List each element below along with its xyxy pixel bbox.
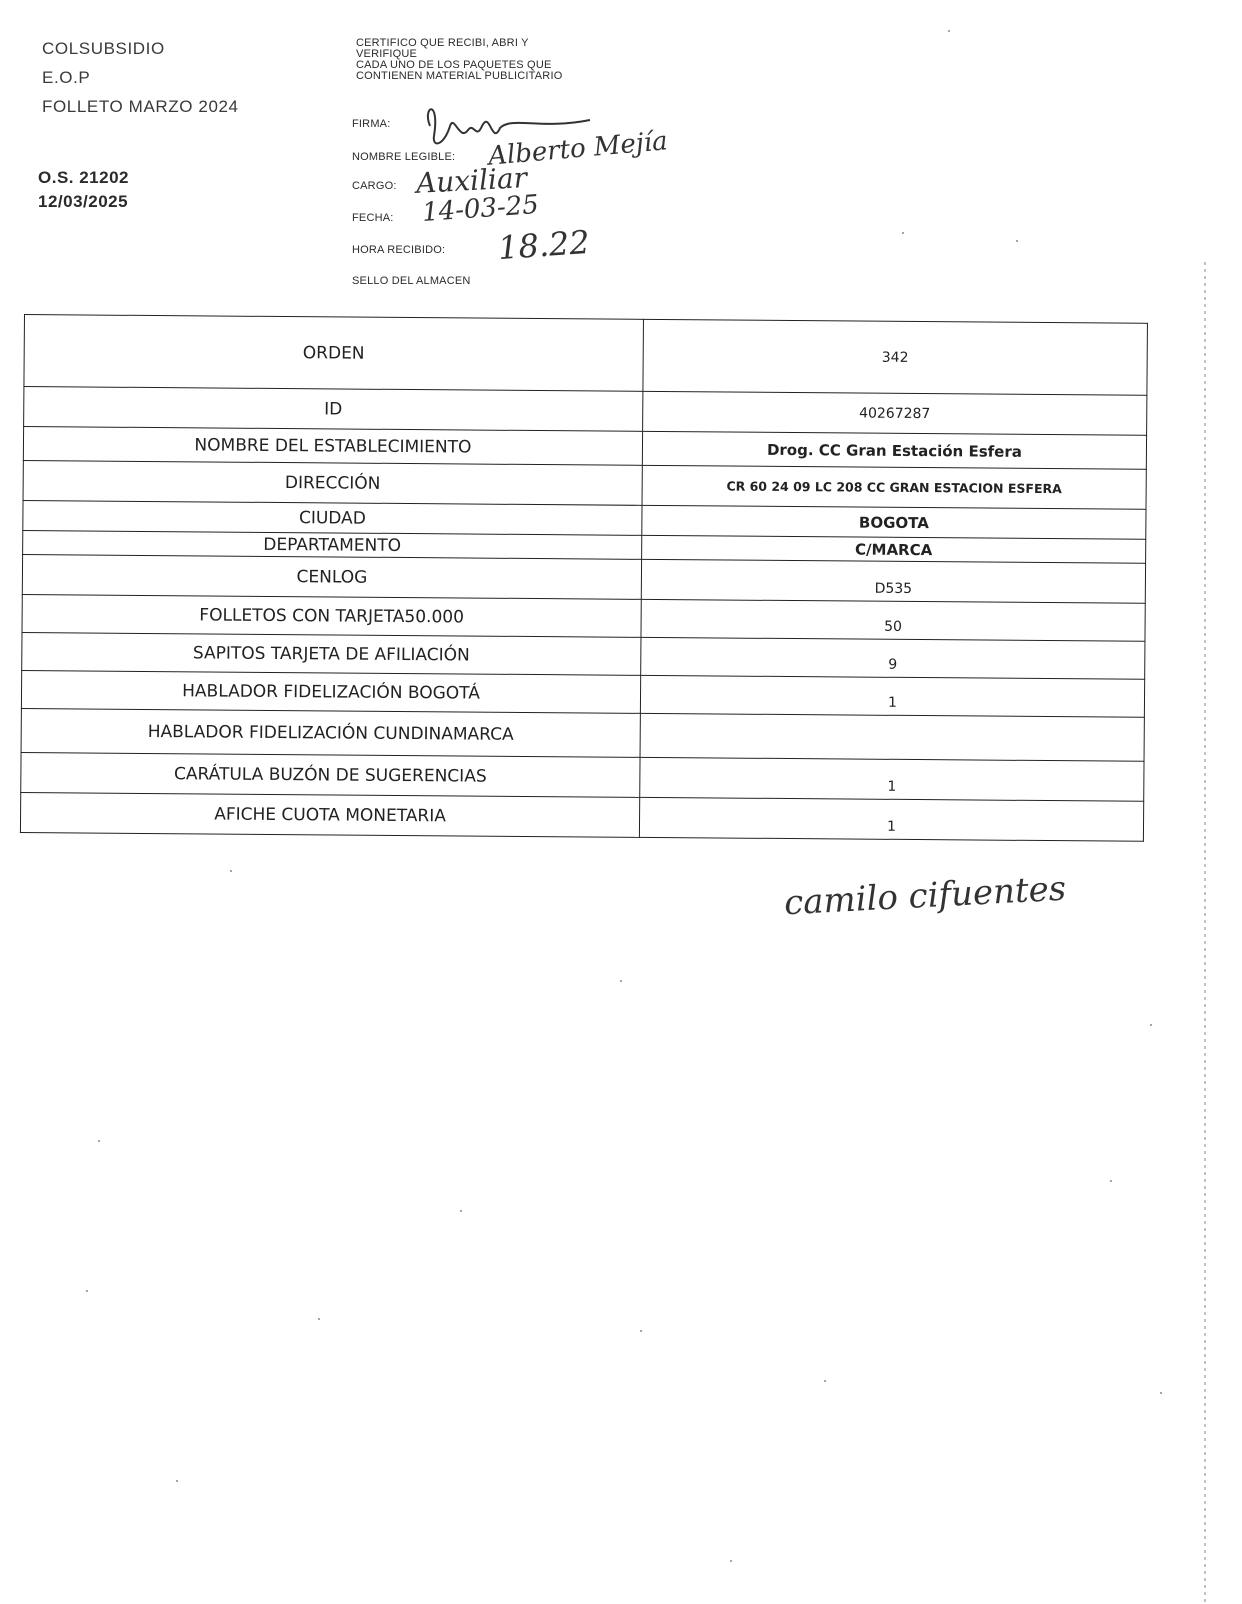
row-value: 1 — [640, 757, 1144, 801]
cert-line: VERIFIQUE — [356, 48, 418, 60]
sello-label: SELLO DEL ALMACEN — [352, 275, 471, 287]
row-label: NOMBRE DEL ESTABLECIMIENTO — [23, 427, 642, 466]
row-value: 1 — [640, 675, 1144, 717]
row-value: 1 — [639, 797, 1143, 841]
hora-label: HORA RECIBIDO: — [352, 244, 446, 256]
row-label: CIUDAD — [23, 500, 642, 535]
row-value: BOGOTA — [642, 505, 1146, 539]
handwritten-name: camilo cifuentes — [783, 868, 1068, 924]
row-label: DEPARTAMENTO — [23, 530, 642, 559]
row-value: Drog. CC Gran Estación Esfera — [642, 431, 1146, 469]
hora-value: 18.22 — [496, 222, 591, 268]
row-label: HABLADOR FIDELIZACIÓN CUNDINAMARCA — [21, 708, 640, 757]
row-label: ORDEN — [24, 315, 644, 392]
row-label: DIRECCIÓN — [23, 460, 642, 505]
firma-label: FIRMA: — [352, 118, 391, 130]
os-date: 12/03/2025 — [38, 192, 129, 211]
scan-edge-artifact — [1204, 262, 1206, 1602]
row-value: 342 — [643, 319, 1148, 395]
row-label: ID — [24, 387, 643, 432]
cargo-value: Auxiliar — [415, 161, 528, 200]
fecha-label: FECHA: — [352, 212, 394, 224]
header-organization — [42, 34, 302, 121]
row-label: FOLLETOS CON TARJETA50.000 — [22, 594, 641, 637]
row-value: CR 60 24 09 LC 208 CC GRAN ESTACION ESFERA — [642, 465, 1146, 509]
delivery-table — [20, 314, 1148, 842]
row-value: 9 — [641, 637, 1145, 679]
certification-text — [356, 38, 676, 82]
folleto-title: FOLLETO MARZO 2024 — [42, 97, 239, 116]
row-label: CARÁTULA BUZÓN DE SUGERENCIAS — [21, 752, 640, 797]
nombre-value: Alberto Mejía — [487, 126, 669, 172]
os-number: O.S. 21202 — [38, 168, 130, 187]
table-row — [24, 315, 1148, 396]
row-label: HABLADOR FIDELIZACIÓN BOGOTÁ — [21, 670, 640, 713]
row-label: CENLOG — [22, 554, 641, 599]
row-value: D535 — [641, 559, 1145, 603]
cargo-label: CARGO: — [352, 180, 397, 192]
org-code: E.O.P — [42, 68, 91, 87]
nombre-label: NOMBRE LEGIBLE: — [352, 151, 456, 163]
org-name: COLSUBSIDIO — [42, 39, 165, 58]
row-label: SAPITOS TARJETA DE AFILIACIÓN — [22, 632, 641, 675]
cert-line: CERTIFICO QUE RECIBI, ABRI Y — [356, 37, 529, 49]
fecha-value: 14-03-25 — [421, 189, 540, 229]
row-label: AFICHE CUOTA MONETARIA — [20, 792, 639, 837]
cert-line: CONTIENEN MATERIAL PUBLICITARIO — [356, 70, 563, 82]
table-row — [20, 792, 1143, 841]
row-value: C/MARCA — [642, 535, 1146, 563]
row-value — [640, 713, 1144, 761]
cert-line: CADA UNO DE LOS PAQUETES QUE — [356, 59, 552, 71]
service-order — [38, 166, 129, 214]
row-value: 40267287 — [643, 391, 1147, 435]
row-value: 50 — [641, 599, 1145, 641]
